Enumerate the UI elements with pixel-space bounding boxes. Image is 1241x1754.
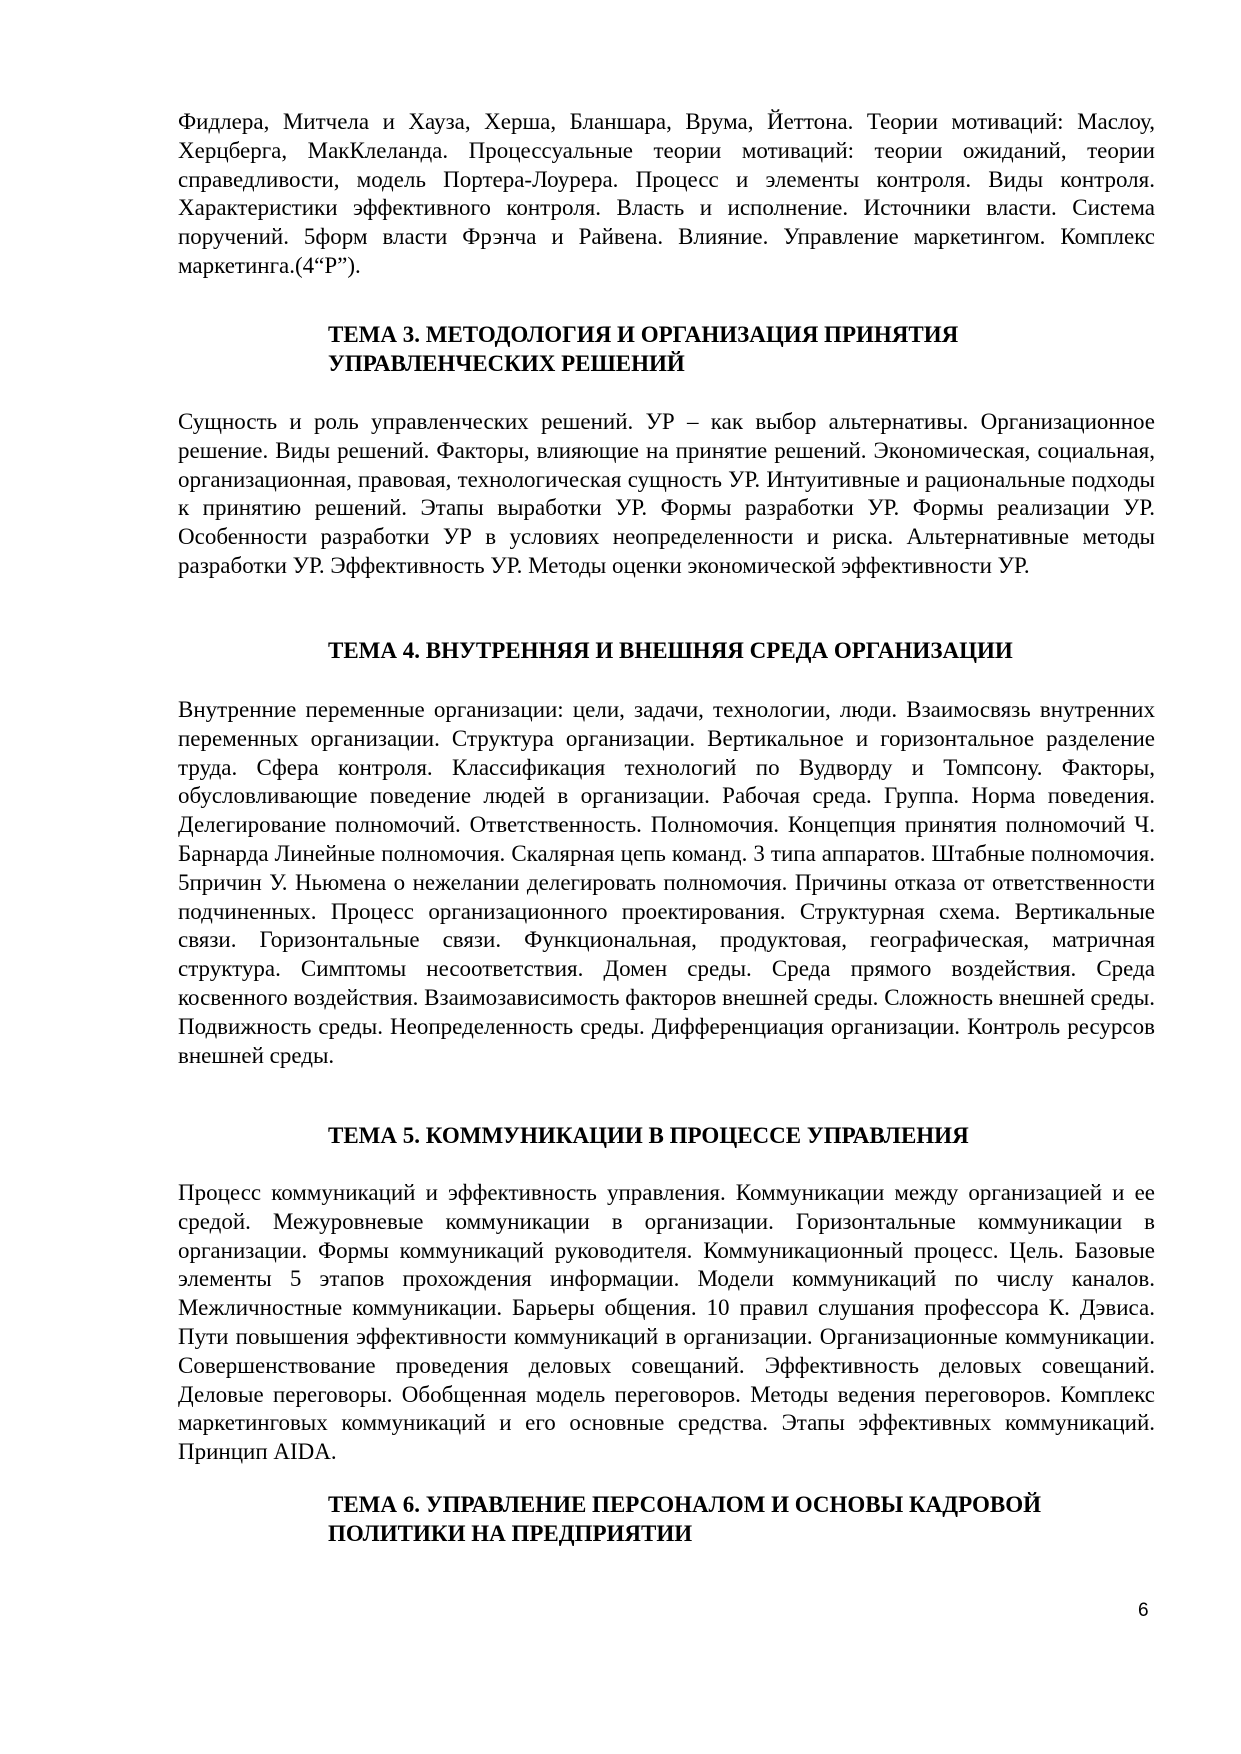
section-6-title-line-1: ТЕМА 6. УПРАВЛЕНИЕ ПЕРСОНАЛОМ И ОСНОВЫ КАДРОВОЙ <box>328 1492 1042 1517</box>
section-4-title <box>328 636 1148 665</box>
section-4-body: Внутренние переменные организации: цели, задачи, технологии, люди. Взаимосвязь внутренних переменных организации. Структура организации. Вертикальное и горизонтальное разделение труда. Сфера контроля. Классификация технологий по Вудворду и Томпсону. Факторы, обусловливающие поведение людей в организации. Рабочая среда. Группа. Норма поведения. Делегирование полномочий. Ответственность. Полномочия. Концепция принятия полномочий Ч. Барнарда Линейные полномочия. Скалярная цепь команд. 3 типа аппаратов. Штабные полномочия. 5причин У. Ньюмена о нежелании делегировать полномочия. Причины отказа от ответственности подчиненных. Процесс организационного проектирования. Структурная схема. Вертикальные связи. Горизонтальные связи. Функциональная, продуктовая, географическая, матричная структура. Симптомы несоответствия. Домен среды. Среда прямого воздействия. Среда косвенного воздействия. Взаимозависимость факторов внешней среды. Сложность внешней среды. Подвижность среды. Неопределенность среды. Дифференциация организации. Контроль ресурсов внешней среды. <box>178 697 1155 1068</box>
page-number: 6 <box>1138 1600 1149 1621</box>
section-4-title-line-1: ТЕМА 4. ВНУТРЕННЯЯ И ВНЕШНЯЯ СРЕДА ОРГАНИЗАЦИИ <box>328 638 1013 663</box>
intro-paragraph: Фидлера, Митчела и Хауза, Херша, Бланшара, Врума, Йеттона. Теории мотиваций: Маслоу, Херцберга, МакКлеланда. Процессуальные теории мотиваций: теории ожиданий, теории справедливости, модель Портера-Лоурера. Процесс и элементы контроля. Виды контроля. Характеристики эффективного контроля. Власть и исполнение. Источники власти. Система поручений. 5форм власти Фрэнча и Райвена. Влияние. Управление маркетингом. Комплекс маркетинга.(4“P”). <box>178 109 1155 278</box>
section-5-title-line-1: ТЕМА 5. КОММУНИКАЦИИ В ПРОЦЕССЕ УПРАВЛЕНИЯ <box>328 1123 969 1148</box>
section-3-title <box>328 320 1148 378</box>
section-6-title <box>328 1490 1148 1548</box>
section-5-body: Процесс коммуникаций и эффективность управления. Коммуникации между организацией и ее средой. Межуровневые коммуникации в организации. Горизонтальные коммуникации в организации. Формы коммуникаций руководителя. Коммуникационный процесс. Цель. Базовые элементы 5 этапов прохождения информации. Модели коммуникаций по числу каналов. Межличностные коммуникации. Барьеры общения. 10 правил слушания профессора К. Дэвиса. Пути повышения эффективности коммуникаций в организации. Организационные коммуникации. Совершенствование проведения деловых совещаний. Эффективность деловых совещаний. Деловые переговоры. Обобщенная модель переговоров. Методы ведения переговоров. Комплекс маркетинговых коммуникаций и его основные средства. Этапы эффективных коммуникаций. Принцип AIDA. <box>178 1180 1155 1465</box>
section-6-title-line-2: ПОЛИТИКИ НА ПРЕДПРИЯТИИ <box>328 1521 693 1546</box>
section-3-title-line-1: ТЕМА 3. МЕТОДОЛОГИЯ И ОРГАНИЗАЦИЯ ПРИНЯТИЯ <box>328 322 959 347</box>
section-5-title <box>328 1121 1148 1150</box>
section-3-title-line-2: УПРАВЛЕНЧЕСКИХ РЕШЕНИЙ <box>328 351 685 376</box>
section-3-body: Сущность и роль управленческих решений. УР – как выбор альтернативы. Организационное решение. Виды решений. Факторы, влияющие на принятие решений. Экономическая, социальная, организационная, правовая, технологическая сущность УР. Интуитивные и рациональные подходы к принятию решений. Этапы выработки УР. Формы разработки УР. Формы реализации УР. Особенности разработки УР в условиях неопределенности и риска. Альтернативные методы разработки УР. Эффективность УР. Методы оценки экономической эффективности УР. <box>178 409 1155 578</box>
